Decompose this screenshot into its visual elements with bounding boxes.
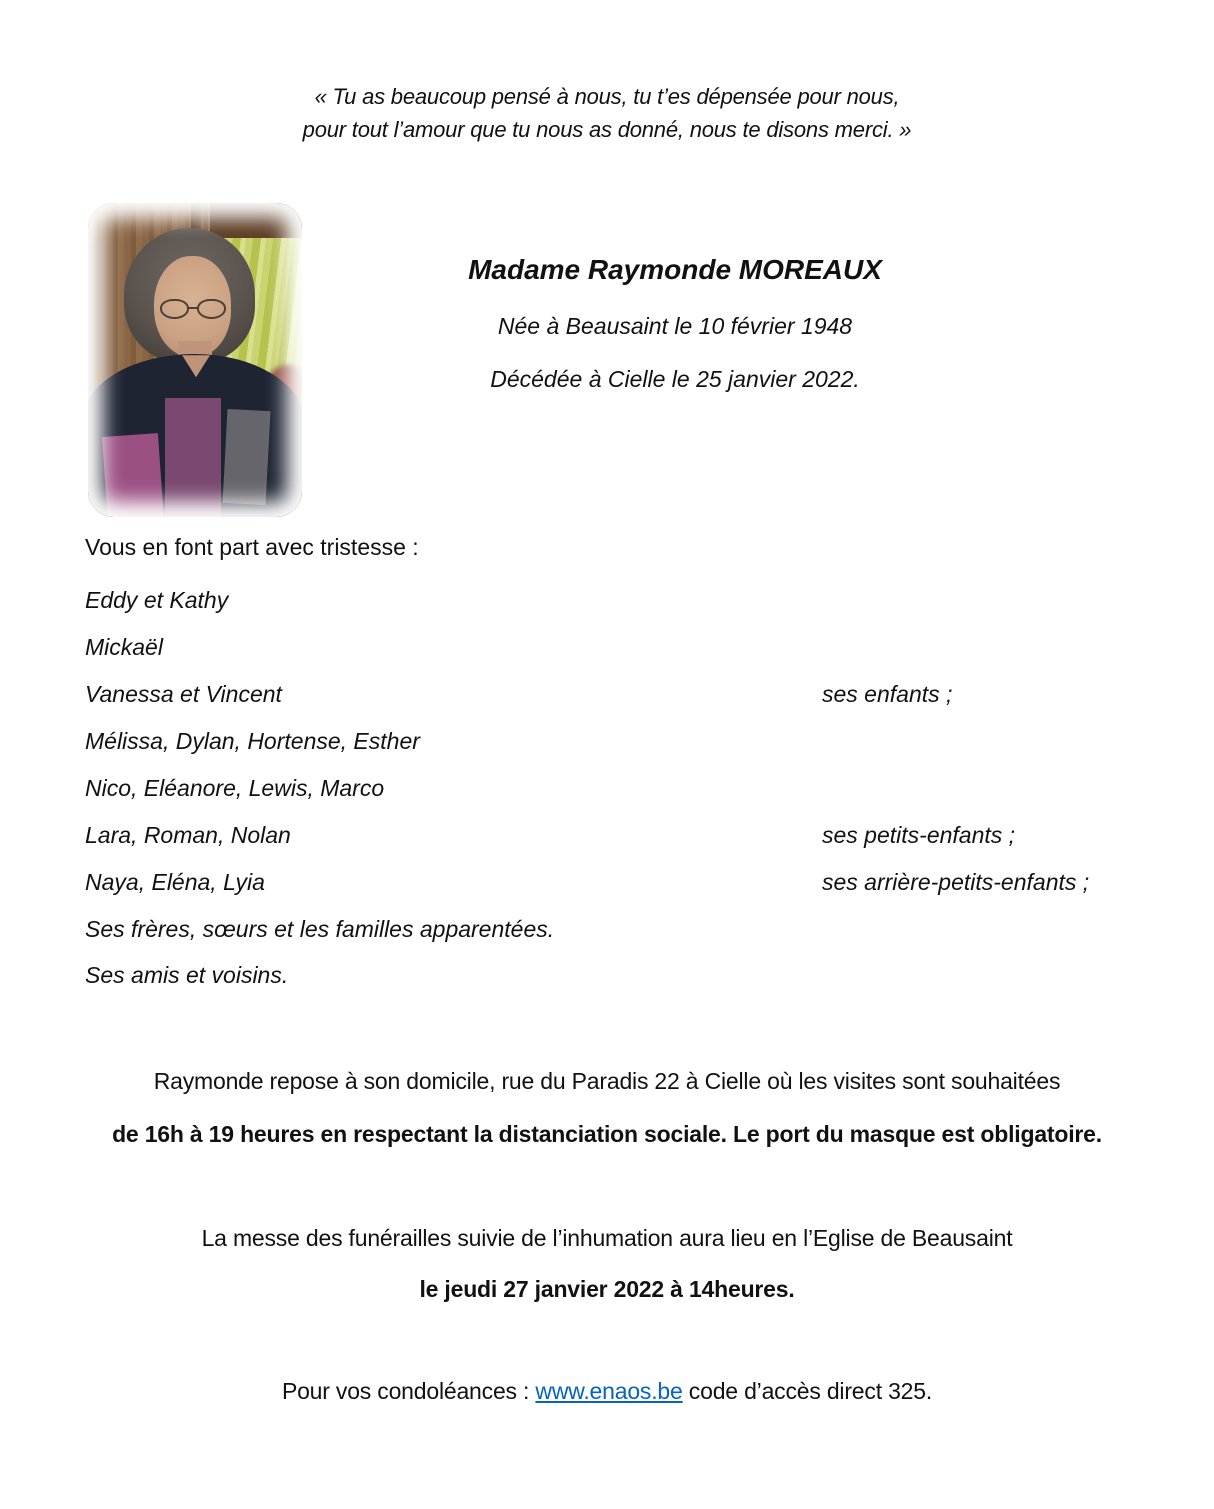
family-row: [0, 821, 1214, 849]
memorial-quote-line-1: « Tu as beaucoup pensé à nous, tu t’es dépensée pour nous,: [314, 84, 900, 109]
glasses-icon: [160, 299, 226, 319]
family-names: Vanessa et Vincent: [85, 681, 282, 707]
funeral-date-line: le jeudi 27 janvier 2022 à 14heures.: [419, 1276, 795, 1302]
family-names: Mickaël: [85, 634, 163, 660]
family-row: [0, 774, 1214, 802]
visitation-line: Raymonde repose à son domicile, rue du Paradis 22 à Cielle où les visites sont souhaitées: [153, 1068, 1061, 1094]
visitation-hours-line: de 16h à 19 heures en respectant la distanciation sociale. Le port du masque est obligatoire.: [112, 1121, 1102, 1147]
glasses-left-lens: [160, 299, 189, 319]
family-relation: ses arrière-petits-enfants ;: [822, 869, 1090, 895]
glasses-right-lens: [197, 299, 226, 319]
sweater-gray-patch: [223, 409, 271, 505]
family-names: Nico, Eléanore, Lewis, Marco: [85, 775, 385, 801]
family-row: [0, 633, 1214, 661]
family-names: Lara, Roman, Nolan: [85, 822, 291, 848]
family-row: [0, 961, 1214, 989]
funeral-line: La messe des funérailles suivie de l’inhumation aura lieu en l’Eglise de Beausaint: [201, 1225, 1013, 1251]
family-row: [0, 727, 1214, 755]
family-names: Ses amis et voisins.: [85, 962, 289, 988]
family-relation: ses petits-enfants ;: [822, 822, 1016, 848]
family-names: Ses frères, sœurs et les familles apparentées.: [85, 916, 555, 942]
memorial-quote: [0, 80, 1214, 146]
portrait-photo-image: [88, 203, 302, 517]
sweater-purple-panel: [165, 398, 221, 517]
glasses-bridge: [188, 307, 199, 309]
family-row: [0, 586, 1214, 614]
family-names: Naya, Eléna, Lyia: [85, 869, 265, 895]
family-names: Eddy et Kathy: [85, 587, 229, 613]
portrait-photo: [88, 203, 302, 517]
memorial-quote-line-2: pour tout l’amour que tu nous as donné, nous te disons merci. »: [302, 117, 912, 142]
family-row: [0, 915, 1214, 943]
birth-line: Née à Beausaint le 10 février 1948: [497, 313, 853, 339]
family-names: Mélissa, Dylan, Hortense, Esther: [85, 728, 420, 754]
family-relation: ses enfants ;: [822, 681, 953, 707]
family-row: [0, 868, 1214, 896]
condolences-line: [0, 1376, 1214, 1406]
condolences-prefix: Pour vos condoléances :: [281, 1378, 536, 1404]
family-row: [0, 680, 1214, 708]
door-transom: [210, 203, 302, 238]
death-line: Décédée à Cielle le 25 janvier 2022.: [490, 366, 860, 392]
sweater-magenta-patch: [102, 434, 164, 517]
family-heading: Vous en font part avec tristesse :: [85, 534, 419, 560]
condolences-website-link[interactable]: www.enaos.be: [535, 1378, 683, 1404]
condolences-suffix: code d’accès direct 325.: [682, 1378, 933, 1404]
deceased-name-title: Madame Raymonde MOREAUX: [468, 254, 882, 285]
